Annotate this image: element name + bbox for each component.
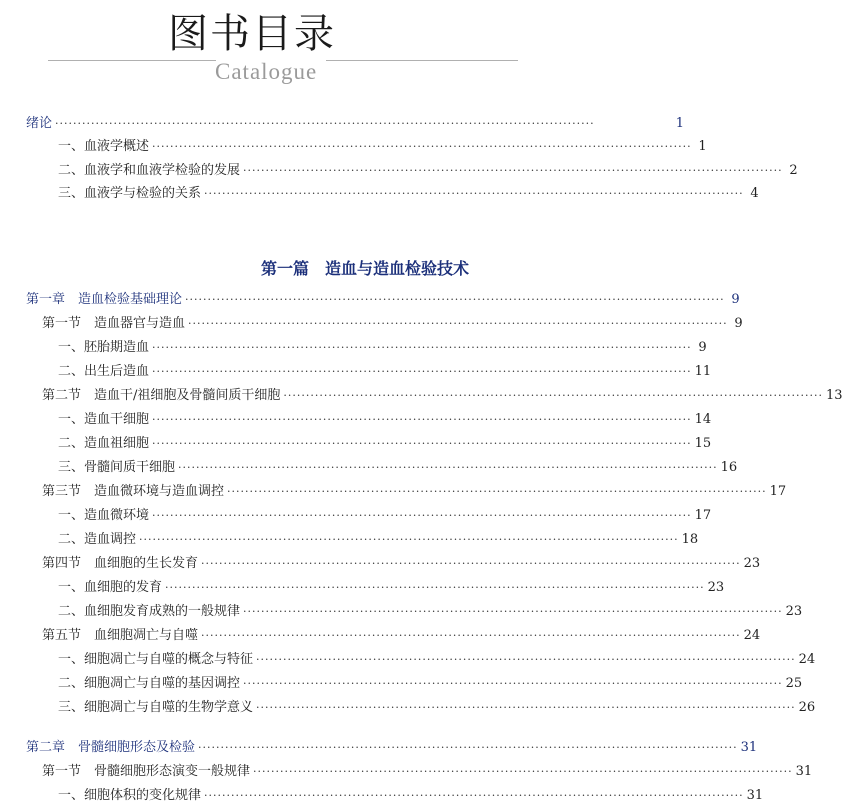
toc-entry (26, 114, 684, 134)
toc-entry-page: 15 (694, 436, 712, 451)
toc-entry-label: 第一节 造血器官与造血 (42, 316, 186, 331)
toc-entry (26, 290, 740, 310)
toc-entry (58, 184, 759, 204)
toc-entry (58, 161, 798, 181)
toc-leader-dots: ························································································································ (152, 341, 692, 354)
toc-leader-dots: ························································································································ (201, 557, 741, 570)
toc-entry (58, 137, 707, 157)
toc-entry (58, 338, 707, 358)
toc-leader-dots: ························································································································ (227, 485, 767, 498)
toc-entry-page: 2 (789, 163, 798, 178)
toc-entry (58, 578, 725, 598)
toc-entry-page: 31 (740, 740, 758, 755)
toc-entry (58, 410, 712, 430)
toc-entry-page: 23 (743, 556, 761, 571)
toc-entry-page: 24 (743, 628, 761, 643)
toc-entry-label: 一、血细胞的发育 (58, 580, 163, 595)
toc-entry-page: 14 (694, 412, 712, 427)
toc-leader-dots: ························································································································ (152, 437, 692, 450)
toc-entry-page: 26 (798, 700, 816, 715)
toc-entry-label: 第二章 骨髓细胞形态及检验 (26, 740, 196, 755)
toc-entry-page: 23 (785, 604, 803, 619)
toc-entry-label: 二、造血调控 (58, 532, 137, 547)
toc-entry (58, 674, 803, 694)
toc-entry (42, 554, 761, 574)
toc-entry-label: 第五节 血细胞凋亡与自噬 (42, 628, 199, 643)
toc-leader-dots: ························································································································ (185, 293, 725, 306)
toc-entry-label: 第二节 造血干/祖细胞及骨髓间质干细胞 (42, 388, 281, 403)
part-title: 第一篇 造血与造血检验技术 (260, 259, 469, 278)
toc-entry (58, 458, 738, 478)
toc-entry-label: 绪论 (26, 116, 53, 131)
toc-entry-page: 31 (795, 764, 813, 779)
toc-entry-page: 17 (769, 484, 787, 499)
toc-entry-label: 一、血液学概述 (58, 139, 150, 154)
toc-entry (58, 530, 699, 550)
toc-entry-label: 二、出生后造血 (58, 364, 150, 379)
toc-leader-dots: ························································································································ (152, 413, 692, 426)
toc-entry-label: 二、造血祖细胞 (58, 436, 150, 451)
toc-entry (42, 386, 843, 406)
toc-leader-dots: ························································································································ (152, 365, 692, 378)
toc-entry (58, 786, 764, 806)
toc-entry (42, 482, 787, 502)
toc-entry (42, 314, 743, 334)
toc-entry-page: 1 (698, 139, 707, 154)
toc-entry-page: 9 (698, 340, 707, 355)
toc-entry (26, 738, 758, 758)
toc-entry (58, 362, 712, 382)
toc-entry-label: 二、血细胞发育成熟的一般规律 (58, 604, 241, 619)
toc-entry (58, 602, 803, 622)
toc-leader-dots: ························································································································ (204, 187, 744, 200)
toc-leader-dots: ························································································································ (165, 581, 705, 594)
toc-entry-label: 三、血液学与检验的关系 (58, 186, 202, 201)
toc-entry-page: 31 (746, 788, 764, 803)
toc-entry (42, 626, 761, 646)
toc-entry-page: 18 (681, 532, 699, 547)
toc-leader-dots: ························································································································ (139, 533, 679, 546)
toc-entry-label: 一、胚胎期造血 (58, 340, 150, 355)
toc-entry-page: 23 (707, 580, 725, 595)
header-rule-left (48, 60, 216, 61)
toc-entry (58, 650, 816, 670)
toc-entry-label: 第四节 血细胞的生长发育 (42, 556, 199, 571)
toc-entry-page: 9 (734, 316, 743, 331)
toc-leader-dots: ························································································································ (256, 653, 796, 666)
toc-entry-page: 25 (785, 676, 803, 691)
toc-leader-dots: ························································································································ (188, 317, 728, 330)
toc-entry-label: 一、造血微环境 (58, 508, 150, 523)
toc-entry (42, 762, 813, 782)
toc-leader-dots: ························································································································ (178, 461, 718, 474)
toc-entry-page: 4 (750, 186, 759, 201)
toc-leader-dots: ························································································································ (55, 117, 595, 130)
toc-leader-dots: ························································································································ (204, 789, 744, 802)
toc-leader-dots: ························································································································ (152, 140, 692, 153)
toc-entry-page: 13 (825, 388, 843, 403)
toc-entry-label: 第三节 造血微环境与造血调控 (42, 484, 225, 499)
toc-leader-dots: ························································································································ (201, 629, 741, 642)
toc-leader-dots: ························································································································ (243, 164, 783, 177)
toc-entry-label: 第一章 造血检验基础理论 (26, 292, 183, 307)
toc-leader-dots: ························································································································ (253, 765, 793, 778)
header-rule-right (326, 60, 518, 61)
toc-leader-dots: ························································································································ (152, 509, 692, 522)
toc-leader-dots: ························································································································ (283, 389, 823, 402)
page-title: 图书目录 (168, 11, 336, 57)
toc-entry (58, 434, 712, 454)
toc-leader-dots: ························································································································ (243, 605, 783, 618)
toc-entry-label: 一、造血干细胞 (58, 412, 150, 427)
toc-entry-label: 一、细胞体积的变化规律 (58, 788, 202, 803)
toc-entry-page: 17 (694, 508, 712, 523)
toc-entry-page: 1 (675, 116, 684, 131)
toc-entry (58, 506, 712, 526)
toc-leader-dots: ························································································································ (198, 741, 738, 754)
toc-entry-label: 一、细胞凋亡与自噬的概念与特征 (58, 652, 254, 667)
toc-entry-label: 三、细胞凋亡与自噬的生物学意义 (58, 700, 254, 715)
toc-entry-page: 16 (720, 460, 738, 475)
toc-leader-dots: ························································································································ (256, 701, 796, 714)
page-subtitle: Catalogue (215, 59, 318, 84)
toc-entry-label: 二、细胞凋亡与自噬的基因调控 (58, 676, 241, 691)
toc-entry-label: 三、骨髓间质干细胞 (58, 460, 176, 475)
toc-entry (58, 698, 816, 718)
toc-entry-page: 9 (731, 292, 740, 307)
toc-entry-page: 24 (798, 652, 816, 667)
toc-entry-page: 11 (694, 364, 712, 379)
toc-leader-dots: ························································································································ (243, 677, 783, 690)
toc-entry-label: 第一节 骨髓细胞形态演变一般规律 (42, 764, 251, 779)
toc-entry-label: 二、血液学和血液学检验的发展 (58, 163, 241, 178)
